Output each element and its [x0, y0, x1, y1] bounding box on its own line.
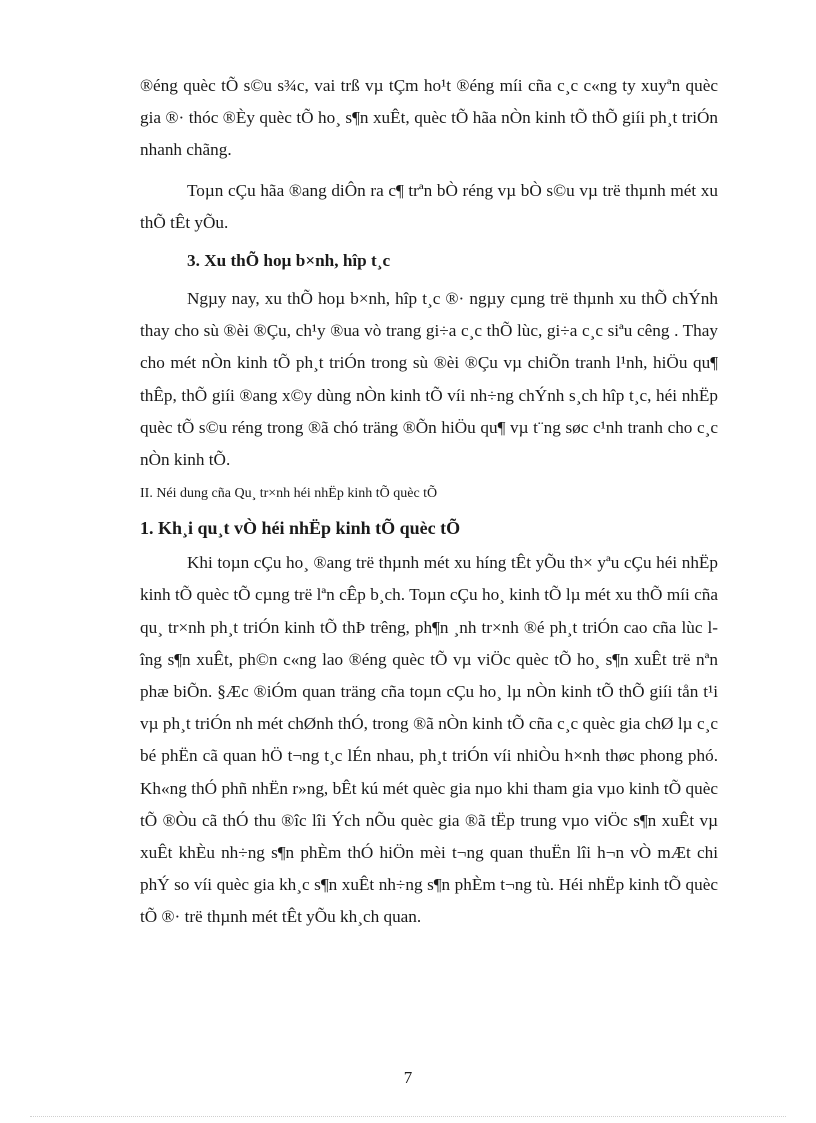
section-heading-3: 3. Xu thÕ hoµ b×nh, hîp t¸c [187, 251, 391, 271]
page-body [140, 70, 718, 934]
part-heading-2: II. Néi dung cña Qu¸ tr×nh héi nhËp kinh tÕ quèc tÕ [140, 486, 438, 502]
page-number: 7 [403, 1068, 413, 1087]
paragraph-integration: Khi toµn cÇu ho¸ ®ang trë thµnh mét xu híng tÊt yÕu th× yªu cÇu héi nhËp kinh tÕ quèc tÕ cµng trë lªn cÊp b¸ch. Toµn cÇu ho¸ kinh tÕ lµ mét xu thÕ míi cña qu¸ tr×nh ph¸t triÓn kinh tÕ thÞ trêng, ph¶n ¸nh tr×nh ®é ph¸t triÓn cao cña lùc lîng s¶n xuÊt, ph©n c«ng lao ®éng quèc tÕ vµ viÖc quèc tÕ ho¸ s¶n xuÊt trë nªn phæ biÕn. §Æc ®iÓm quan träng cña toµn cÇu ho¸ lµ nÒn kinh tÕ thÕ giíi tån t¹i vµ ph¸t triÓn nh mét chØnh thÓ, trong ®ã nÒn kinh tÕ cña c¸c quèc gia chØ lµ c¸c bé phËn cã quan hÖ t¬ng t¸c lÉn nhau, ph¸t triÓn víi nhiÒu h×nh thøc phong phó. Kh«ng thÓ phñ nhËn r»ng, bÊt kú mét quèc gia nµo khi tham gia vµo kinh tÕ quèc tÕ ®Òu cã thÓ thu ®îc lîi Ých nÕu quèc gia ®ã tËp trung vµo viÖc s¶n xuÊt vµ xuÊt khÈu nh÷ng s¶n phÈm thÓ hiÖn mèi t¬ng quan thuËn lîi h¬n vÒ mÆt chi phÝ so víi quèc gia kh¸c s¶n xuÊt nh÷ng s¶n phÈm t¬ng tù. Héi nhËp kinh tÕ quèc tÕ ®· trë thµnh mét tÊt yÕu kh¸ch quan. [140, 553, 718, 927]
paragraph-continued: ®éng quèc tÕ s©u s¾c, vai trß vµ tÇm ho¹t ®éng míi cña c¸c c«ng ty xuyªn quèc gia ®· thóc ®Èy quèc tÕ ho¸ s¶n xuÊt, quèc tÕ hãa nÒn kinh tÕ thÕ giíi ph¸t triÓn nhanh chãng. [140, 76, 718, 160]
paragraph-globalization: Toµn cÇu hãa ®ang diÔn ra c¶ trªn bÒ réng vµ bÒ s©u vµ trë thµnh mét xu thÕ tÊt yÕu. [140, 180, 718, 232]
paragraph-peace-cooperation: Ngµy nay, xu thÕ hoµ b×nh, hîp t¸c ®· ngµy cµng trë thµnh xu thÕ chÝnh thay cho sù ®èi ®Çu, ch¹y ®ua vò trang gi÷a c¸c thÕ lùc, gi÷a c¸c siªu cêng . Thay cho mét nÒn kinh tÕ ph¸t triÓn trong sù ®èi ®Çu vµ chiÕn tranh l¹nh, hiÖu qu¶ thÊp, thÕ giíi ®ang x©y dùng nÒn kinh tÕ víi nh÷ng chÝnh s¸ch hîp t¸c, héi nhËp quèc tÕ s©u réng trong ®ã chó träng ®Õn hiÖu qu¶ vµ t¨ng søc c¹nh tranh cho c¸c nÒn kinh tÕ. [140, 289, 718, 470]
subsection-heading-1: 1. Kh¸i qu¸t vÒ héi nhËp kinh tÕ quèc tÕ [140, 518, 461, 539]
footer-divider [30, 1116, 786, 1117]
